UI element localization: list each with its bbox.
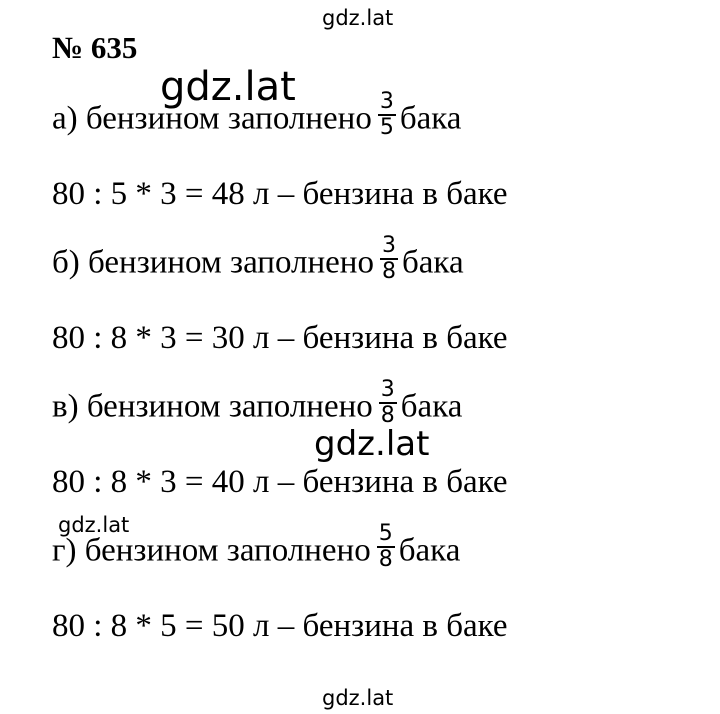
statement-b-suffix: бака <box>401 244 464 281</box>
watermark-left: gdz.lat <box>58 513 130 537</box>
problem-number: № 635 <box>52 30 138 65</box>
watermark-middle: gdz.lat <box>314 424 430 464</box>
statement-c-prefix: в) бензином заполнено <box>52 388 373 425</box>
fraction-a <box>378 90 396 140</box>
watermark-big: gdz.lat <box>160 64 296 110</box>
fraction-c-numerator: 3 <box>380 377 395 402</box>
statement-d-suffix: бака <box>398 532 461 569</box>
fraction-b-numerator: 3 <box>381 233 396 258</box>
solution-a: 80 : 5 * 3 = 48 л – бензина в баке <box>52 176 508 212</box>
fraction-b-denominator: 8 <box>381 259 396 284</box>
solution-d: 80 : 8 * 5 = 50 л – бензина в баке <box>52 608 508 644</box>
statement-d-prefix: г) бензином заполнено <box>52 532 371 569</box>
statement-c <box>52 377 463 434</box>
fraction-c-denominator: 8 <box>380 403 395 428</box>
statement-b-prefix: б) бензином заполнено <box>52 244 374 281</box>
solution-b: 80 : 8 * 3 = 30 л – бензина в баке <box>52 320 508 356</box>
watermark-top: gdz.lat <box>322 6 394 30</box>
solution-c: 80 : 8 * 3 = 40 л – бензина в баке <box>52 464 508 500</box>
fraction-a-denominator: 5 <box>379 115 394 140</box>
fraction-d-numerator: 5 <box>378 521 393 546</box>
fraction-a-numerator: 3 <box>379 89 394 114</box>
fraction-c <box>379 378 397 428</box>
statement-a <box>52 89 462 146</box>
statement-b <box>52 233 464 290</box>
statement-c-suffix: бака <box>400 388 463 425</box>
fraction-d-denominator: 8 <box>378 547 393 572</box>
statement-a-prefix: а) бензином заполнено <box>52 100 372 137</box>
statement-a-suffix: бака <box>399 100 462 137</box>
watermark-bottom: gdz.lat <box>322 686 394 710</box>
fraction-b <box>380 234 398 284</box>
fraction-d <box>377 522 395 572</box>
